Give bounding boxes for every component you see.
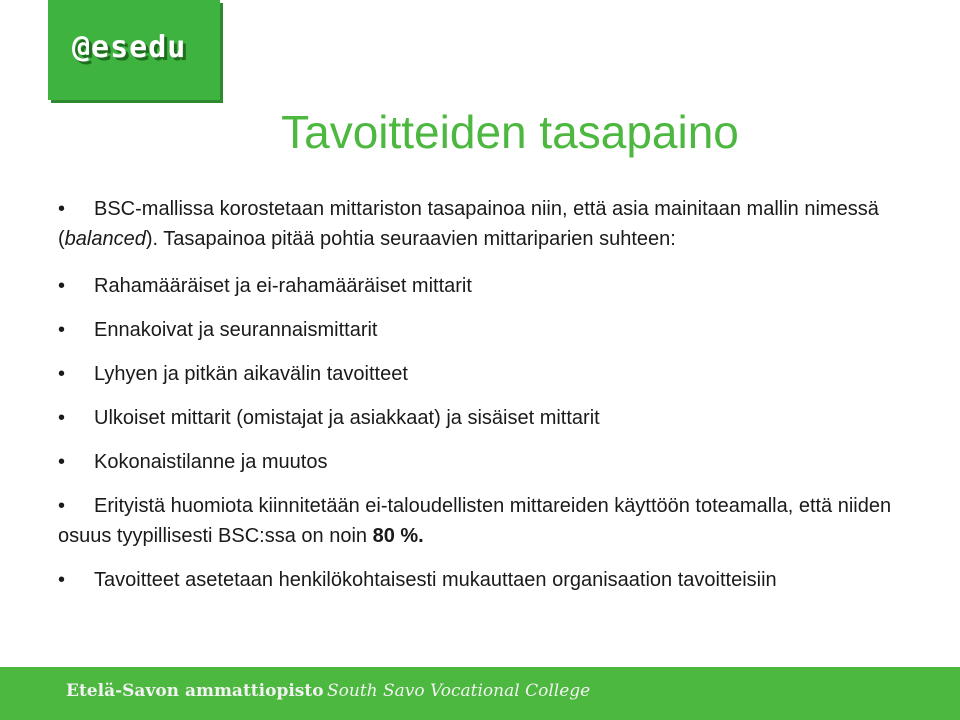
- highlight-value: 80 %.: [372, 525, 424, 547]
- list-item: • Rahamääräiset ja ei-rahamääräiset mittarit: [58, 271, 898, 301]
- bullet-marker: •: [58, 407, 66, 429]
- footer-bar: [0, 667, 960, 720]
- footer-school-name-english: South Savo Vocational College: [327, 681, 591, 701]
- bullet-marker: •: [58, 363, 66, 385]
- slide-title: Tavoitteiden tasapaino: [281, 106, 739, 158]
- bullet-marker: •: [58, 275, 66, 297]
- list-item: • Lyhyen ja pitkän aikavälin tavoitteet: [58, 359, 898, 389]
- list-item: • Erityistä huomiota kiinnitetään ei-taloudellisten mittareiden käyttöön toteamalla, että niiden osuus tyypillisesti BSC:ssa on noin 80 %.: [58, 491, 898, 551]
- esedu-logo: [48, 0, 220, 100]
- list-item: • Ulkoiset mittarit (omistajat ja asiakkaat) ja sisäiset mittarit: [58, 403, 898, 433]
- bullet-list: [58, 194, 898, 595]
- bullet-marker: •: [58, 198, 66, 220]
- bullet-marker: •: [58, 451, 66, 473]
- bullet-marker: •: [58, 495, 66, 517]
- list-item: • BSC-mallissa korostetaan mittariston tasapainoa niin, että asia mainitaan mallin nimessä (balanced). Tasapainoa pitää pohtia seuraavien mittariparien suhteen:: [58, 194, 898, 254]
- esedu-logo-text: @esedu: [72, 30, 187, 65]
- bullet-marker: •: [58, 319, 66, 341]
- footer-school-name: Etelä-Savon ammattiopisto: [66, 681, 324, 701]
- list-item: • Kokonaistilanne ja muutos: [58, 447, 898, 477]
- bullet-marker: •: [58, 569, 66, 591]
- emphasis-text: balanced: [64, 228, 146, 250]
- list-item: • Tavoitteet asetetaan henkilökohtaisesti mukauttaen organisaation tavoitteisiin: [58, 565, 898, 595]
- list-item: • Ennakoivat ja seurannaismittarit: [58, 315, 898, 345]
